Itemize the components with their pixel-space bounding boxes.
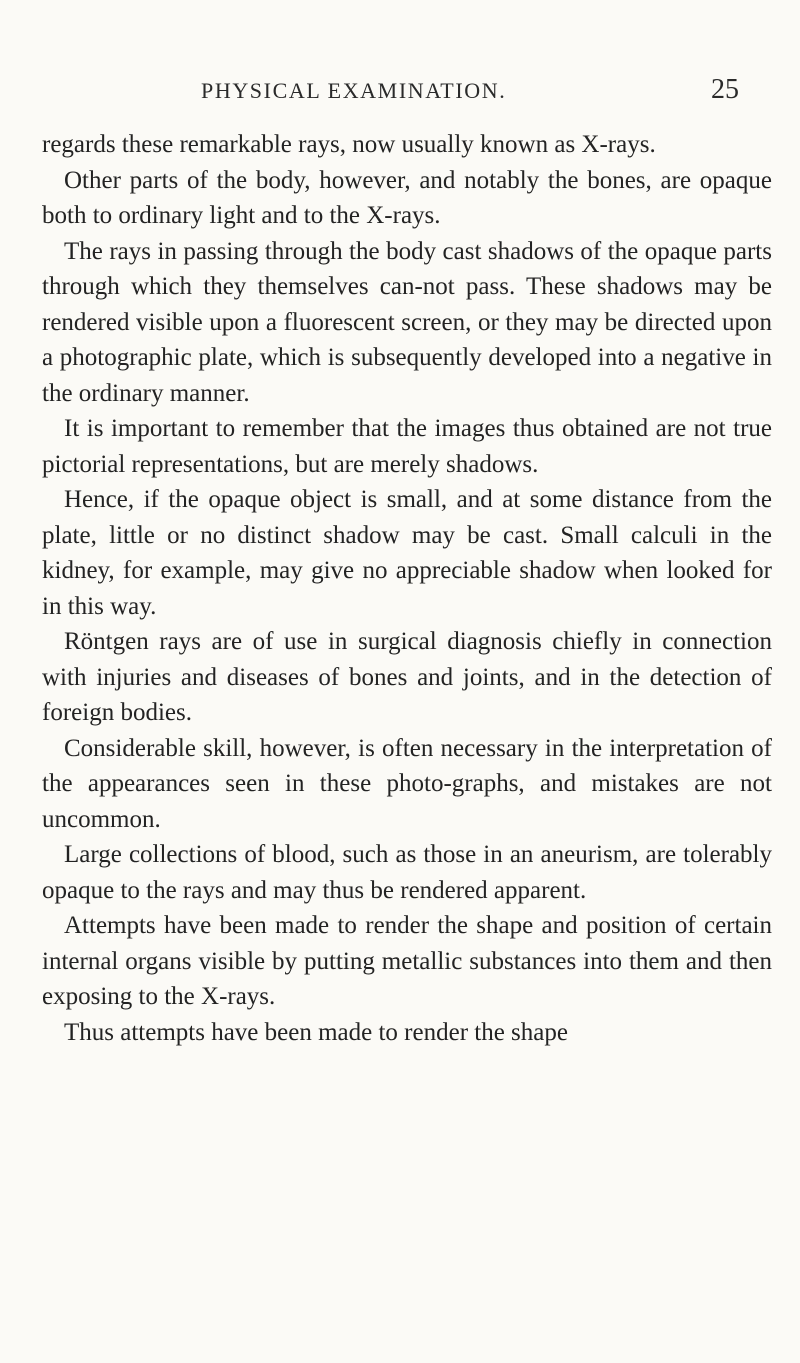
paragraph: Large collections of blood, such as those in an aneurism, are tolerably opaque to the rays and may thus be rendered apparent. — [42, 841, 772, 904]
paragraph: Hence, if the opaque object is small, and at some distance from the plate, little or no distinct shadow may be cast. Small calculi in the kidney, for example, may give no appreciable shadow when looked for in this way. — [42, 486, 772, 620]
body-text — [42, 127, 772, 1050]
page-header — [0, 74, 800, 114]
page-number: 25 — [711, 74, 739, 105]
paragraph: It is important to remember that the images thus obtained are not true pictorial representations, but are merely shadows. — [42, 415, 772, 478]
running-title: PHYSICAL EXAMINATION. — [201, 78, 507, 103]
paragraph: Considerable skill, however, is often necessary in the interpretation of the appearances seen in these photo-graphs, and mistakes are not uncommon. — [42, 734, 772, 833]
paragraph: Röntgen rays are of use in surgical diagnosis chiefly in connection with injuries and diseases of bones and joints, and in the detection of foreign bodies. — [42, 628, 772, 726]
paragraph: Other parts of the body, however, and notably the bones, are opaque both to ordinary light and to the X-rays. — [42, 166, 772, 229]
paragraph: Attempts have been made to render the shape and position of certain internal organs visible by putting metallic substances into them and then exposing to the X-rays. — [42, 912, 772, 1010]
paragraph: regards these remarkable rays, now usually known as X-rays. — [42, 131, 656, 158]
paragraph: Thus attempts have been made to render the shape — [64, 1018, 568, 1046]
paragraph: The rays in passing through the body cast shadows of the opaque parts through which they themselves can-not pass. These shadows may be rendered visible upon a fluorescent screen, or they may be directed upon a photographic plate, which is subsequently developed into a negative in the ordinary manner. — [42, 237, 772, 407]
